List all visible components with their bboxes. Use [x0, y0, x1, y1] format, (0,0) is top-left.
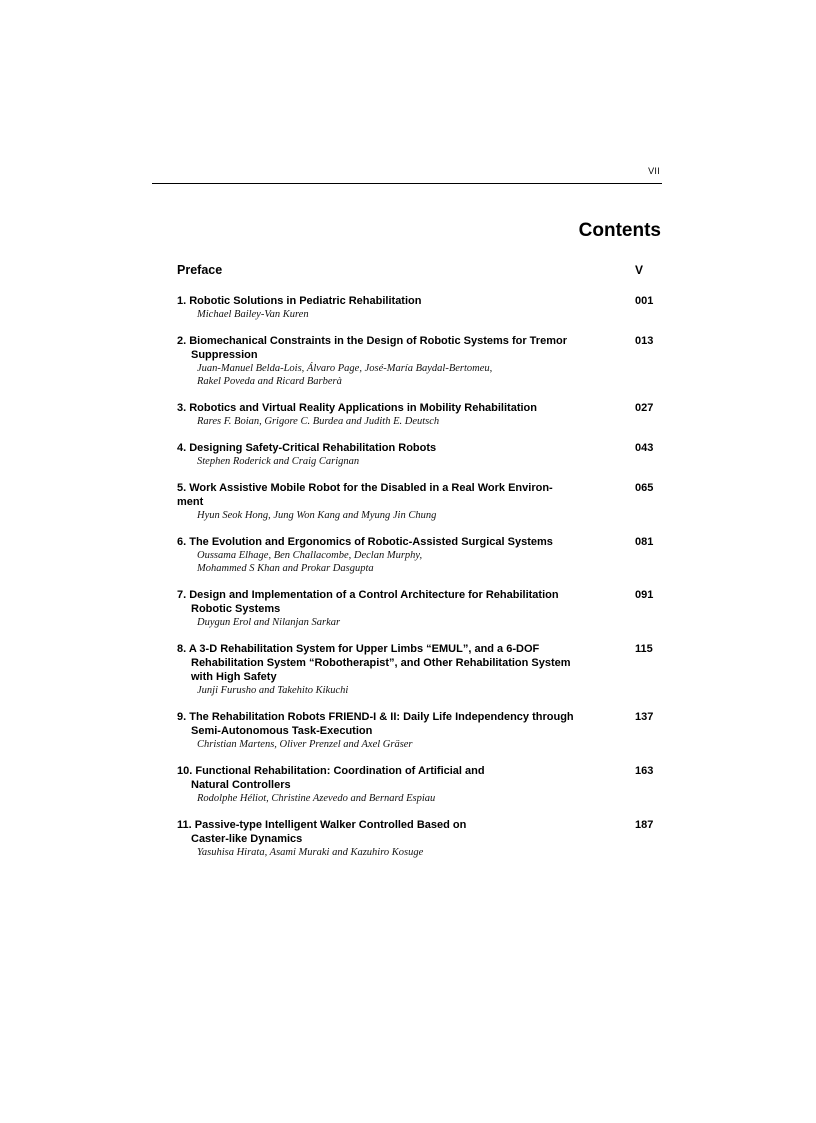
entry-title-line: 10. Functional Rehabilitation: Coordination of Artificial and: [177, 765, 485, 777]
entry-page-number: 027: [635, 402, 654, 414]
toc-entry-chapter-6[interactable]: [177, 535, 661, 575]
entry-authors: [177, 362, 607, 388]
entry-author-line: Michael Bailey-Van Kuren: [197, 309, 309, 320]
entry-title: [177, 481, 607, 509]
entry-title: [177, 535, 607, 549]
contents-title: Contents: [578, 220, 661, 241]
toc-entry-chapter-4[interactable]: [177, 441, 661, 468]
entry-title-line: with High Safety: [191, 671, 277, 683]
entry-title-line: Rehabilitation System “Robotherapist”, and Other Rehabilitation System: [191, 657, 571, 669]
header-rule: [152, 183, 662, 184]
entry-title-line: Natural Controllers: [191, 779, 291, 791]
entry-title: [177, 262, 607, 278]
entry-title: [177, 818, 607, 846]
entry-authors: [177, 308, 607, 321]
entry-authors: [177, 616, 607, 629]
entry-title-line: Suppression: [191, 349, 258, 361]
entry-title-line: Preface: [177, 263, 223, 277]
entry-title: [177, 764, 607, 792]
entry-title-line: 11. Passive-type Intelligent Walker Controlled Based on: [177, 819, 467, 831]
entry-page-number: 187: [635, 819, 654, 831]
toc-entry-chapter-2[interactable]: [177, 334, 661, 388]
entry-author-line: Yasuhisa Hirata, Asami Muraki and Kazuhiro Kosuge: [197, 847, 424, 858]
entry-authors: [177, 509, 607, 522]
entry-page-number: 163: [635, 765, 654, 777]
entry-authors: [177, 846, 607, 859]
entry-author-line: Rodolphe Héliot, Christine Azevedo and Bernard Espiau: [197, 793, 436, 804]
entry-author-line: Hyun Seok Hong, Jung Won Kang and Myung Jin Chung: [197, 510, 437, 521]
entry-authors: [177, 738, 607, 751]
toc-entry-chapter-11[interactable]: [177, 818, 661, 859]
toc-entry-preface[interactable]: [177, 262, 661, 278]
entry-page-number: 065: [635, 482, 654, 494]
toc-entry-chapter-5[interactable]: [177, 481, 661, 522]
entry-title-line: 6. The Evolution and Ergonomics of Robotic-Assisted Surgical Systems: [177, 536, 553, 548]
toc-entry-chapter-8[interactable]: [177, 642, 661, 697]
entry-title-line: 3. Robotics and Virtual Reality Applications in Mobility Rehabilitation: [177, 402, 537, 414]
entry-author-line: Stephen Roderick and Craig Carignan: [197, 456, 360, 467]
entry-title: [177, 710, 607, 738]
entry-author-line: Duygun Erol and Nilanjan Sarkar: [197, 617, 341, 628]
entry-page-number: V: [635, 263, 644, 277]
entry-page-number: 001: [635, 295, 654, 307]
entry-page-number: 137: [635, 711, 654, 723]
entry-title-line: Semi-Autonomous Task-Execution: [191, 725, 373, 737]
entry-author-line: Juan-Manuel Belda-Lois, Álvaro Page, José-María Baydal-Bertomeu,: [197, 363, 493, 374]
entry-title-line: 9. The Rehabilitation Robots FRIEND-I & II: Daily Life Independency through: [177, 711, 574, 723]
toc-entry-chapter-1[interactable]: [177, 294, 661, 321]
entry-title: [177, 294, 607, 308]
entry-authors: [177, 549, 607, 575]
entry-authors: [177, 455, 607, 468]
entry-title-line: Caster-like Dynamics: [191, 833, 303, 845]
entry-title: [177, 401, 607, 415]
entry-title-line: 7. Design and Implementation of a Control Architecture for Rehabilitation: [177, 589, 559, 601]
entry-authors: [177, 684, 607, 697]
toc-entry-chapter-3[interactable]: [177, 401, 661, 428]
entry-page-number: 043: [635, 442, 654, 454]
entry-title-line: 1. Robotic Solutions in Pediatric Rehabilitation: [177, 295, 422, 307]
entry-page-number: 115: [635, 643, 653, 655]
entry-authors: [177, 415, 607, 428]
table-of-contents: [177, 262, 661, 859]
entry-authors: [177, 792, 607, 805]
page-number: VII: [648, 166, 660, 176]
entry-title-line: 4. Designing Safety-Critical Rehabilitation Robots: [177, 442, 437, 454]
toc-entry-chapter-7[interactable]: [177, 588, 661, 629]
entry-title-line: Robotic Systems: [191, 603, 281, 615]
entry-title: [177, 588, 607, 616]
entry-page-number: 013: [635, 335, 654, 347]
entry-author-line: Oussama Elhage, Ben Challacombe, Declan Murphy,: [197, 550, 423, 561]
entry-title-line: ment: [177, 496, 204, 508]
entry-title: [177, 441, 607, 455]
toc-entry-chapter-10[interactable]: [177, 764, 661, 805]
toc-entry-chapter-9[interactable]: [177, 710, 661, 751]
entry-title-line: 2. Biomechanical Constraints in the Design of Robotic Systems for Tremor: [177, 335, 567, 347]
entry-author-line: Christian Martens, Oliver Prenzel and Axel Gräser: [197, 739, 413, 750]
entry-author-line: Junji Furusho and Takehito Kikuchi: [197, 685, 349, 696]
entry-author-line: Rakel Poveda and Ricard Barberà: [197, 376, 342, 387]
entry-title-line: 5. Work Assistive Mobile Robot for the Disabled in a Real Work Environ-: [177, 482, 553, 494]
entry-page-number: 091: [635, 589, 654, 601]
entry-title-line: 8. A 3-D Rehabilitation System for Upper Limbs “EMUL”, and a 6-DOF: [177, 643, 540, 655]
entry-title: [177, 334, 607, 362]
entry-author-line: Rares F. Boian, Grigore C. Burdea and Judith E. Deutsch: [197, 416, 440, 427]
entry-page-number: 081: [635, 536, 654, 548]
entry-title: [177, 642, 607, 684]
entry-author-line: Mohammed S Khan and Prokar Dasgupta: [197, 563, 374, 574]
